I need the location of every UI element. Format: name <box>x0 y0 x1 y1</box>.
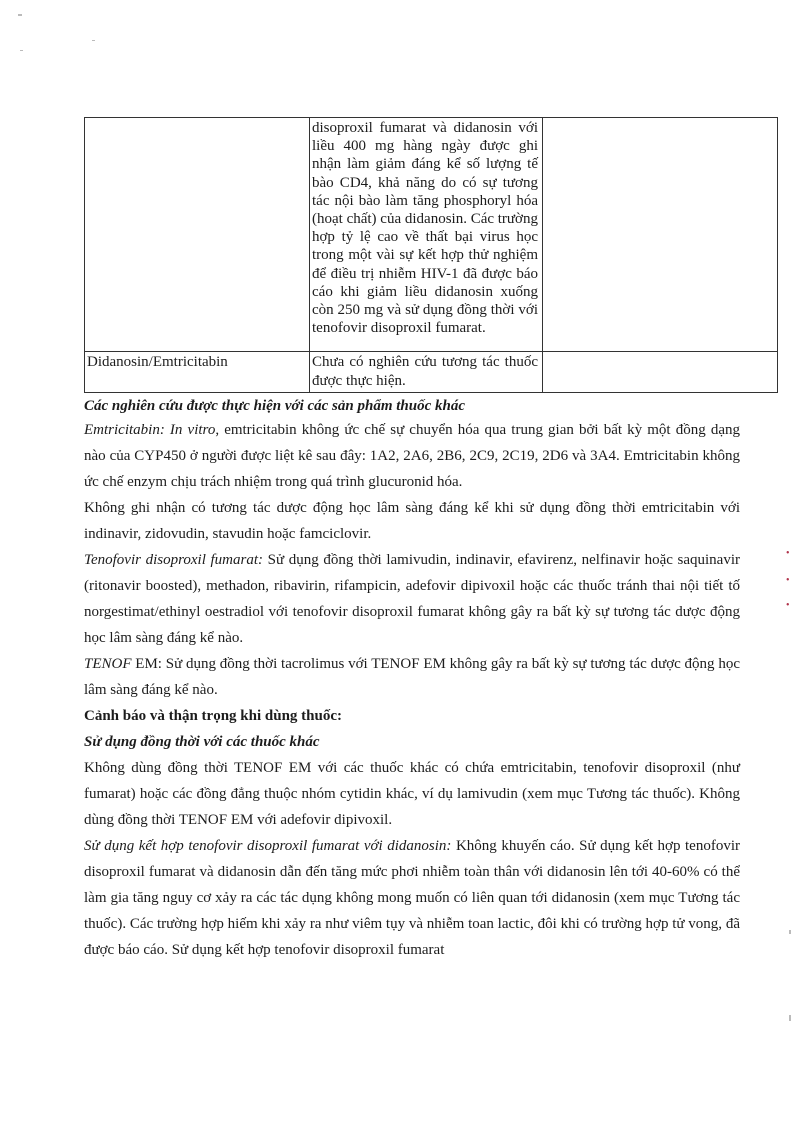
paragraph-emtricitabin <box>84 417 740 495</box>
interaction-table <box>84 117 778 393</box>
table-cell-effect: disoproxil fumarat và didanosin với liều 400 mg hàng ngày được ghi nhận làm giảm đáng kể số lượng tế bào CD4, khả năng do có sự tương tác nội bào làm tăng phosphoryl hóa (hoạt chất) của didanosin. Các trường hợp tỷ lệ cao về thất bại virus học trong một vài sự kết hợp thử nghiệm để điều trị nhiễm HIV-1 đã được báo cáo khi giảm liều didanosin xuống còn 250 mg và sử dụng đồng thời với tenofovir disoproxil fumarat. <box>312 120 538 337</box>
tenofovir-text: Sử dụng đồng thời lamivudin, indinavir, efavirenz, nelfinavir hoặc saquinavir (ritonavir boosted), methadon, ribavirin, rifampicin, adefovir dipivoxil hoặc các thuốc tránh thai nội tiết tố norgestimat/ethinyl oestradiol với tenofovir disoproxil fumarat không gây ra bất kỳ sự tương tác dược động học lâm sàng đáng kể nào. <box>84 552 740 646</box>
margin-stamp-mark: • <box>786 548 790 559</box>
paragraph-concomitant: Không dùng đồng thời TENOF EM với các thuốc khác có chứa emtricitabin, tenofovir disoproxil (như fumarat) hoặc các đồng đẳng thuộc nhóm cytidin khác, ví dụ lamivudin (xem mục Tương tác thuốc). Không dùng đồng thời TENOF EM với adefovir dipivoxil. <box>84 760 740 828</box>
tenof-text: EM: Sử dụng đồng thời tacrolimus với TENOF EM không gây ra bất kỳ sự tương tác dược động học lâm sàng đáng kể nào. <box>84 656 740 698</box>
table-cell-recommendation <box>543 118 778 352</box>
document-body <box>84 395 740 963</box>
emtricitabin-label: Emtricitabin: In vitro <box>84 422 216 438</box>
paragraph-tenofovir <box>84 547 740 651</box>
table-cell-drug: Didanosin/Emtricitabin <box>85 352 310 393</box>
scan-speck <box>18 14 22 16</box>
tenofovir-label: Tenofovir disoproxil fumarat: <box>84 552 263 568</box>
section-heading-warnings: Cảnh báo và thận trọng khi dùng thuốc: <box>84 708 342 724</box>
scan-speck <box>20 50 23 51</box>
paragraph-combination <box>84 833 740 963</box>
margin-stamp-mark: • <box>786 575 790 586</box>
section-heading-concomitant: Sử dụng đồng thời với các thuốc khác <box>84 734 320 750</box>
table-cell-effect: Chưa có nghiên cứu tương tác thuốc được thực hiện. <box>312 354 538 389</box>
table-row <box>85 352 778 393</box>
scan-speck <box>92 40 95 41</box>
combination-text: Không khuyến cáo. Sử dụng kết hợp tenofovir disoproxil fumarat và didanosin dẫn đến tăng mức phơi nhiễm toàn thân với didanosin lên tới 40-60% có thể làm gia tăng nguy cơ xảy ra các tác dụng không mong muốn có liên quan tới didanosin (xem mục Tương tác thuốc). Các trường hợp hiếm khi xảy ra như viêm tụy và nhiễm toan lactic, đôi khi có trường hợp tử vong, đã được báo cáo. Sử dụng kết hợp tenofovir disoproxil fumarat <box>84 838 740 958</box>
scan-speck <box>789 1015 791 1021</box>
tenof-label: TENOF <box>84 656 132 672</box>
table-row <box>85 118 778 352</box>
section-heading-other-drugs: Các nghiên cứu được thực hiện với các sản phẩm thuốc khác <box>84 398 465 414</box>
table-cell-drug <box>85 118 310 352</box>
scan-speck <box>789 930 791 934</box>
combination-label: Sử dụng kết hợp tenofovir disoproxil fumarat với didanosin: <box>84 838 452 854</box>
paragraph-tenof-em <box>84 651 740 703</box>
paragraph-no-interaction: Không ghi nhận có tương tác dược động học lâm sàng đáng kể khi sử dụng đồng thời emtricitabin với indinavir, zidovudin, stavudin hoặc famciclovir. <box>84 500 740 542</box>
emtricitabin-text: , emtricitabin không ức chế sự chuyển hóa qua trung gian bởi bất kỳ một đồng dạng nào của CYP450 ở người được liệt kê sau đây: 1A2, 2A6, 2B6, 2C9, 2C19, 2D6 và 3A4. Emtricitabin không ức chế enzym chịu trách nhiệm trong quá trình glucuronid hóa. <box>84 422 740 490</box>
margin-stamp-mark: • <box>786 600 790 611</box>
table-cell-recommendation <box>543 352 778 393</box>
